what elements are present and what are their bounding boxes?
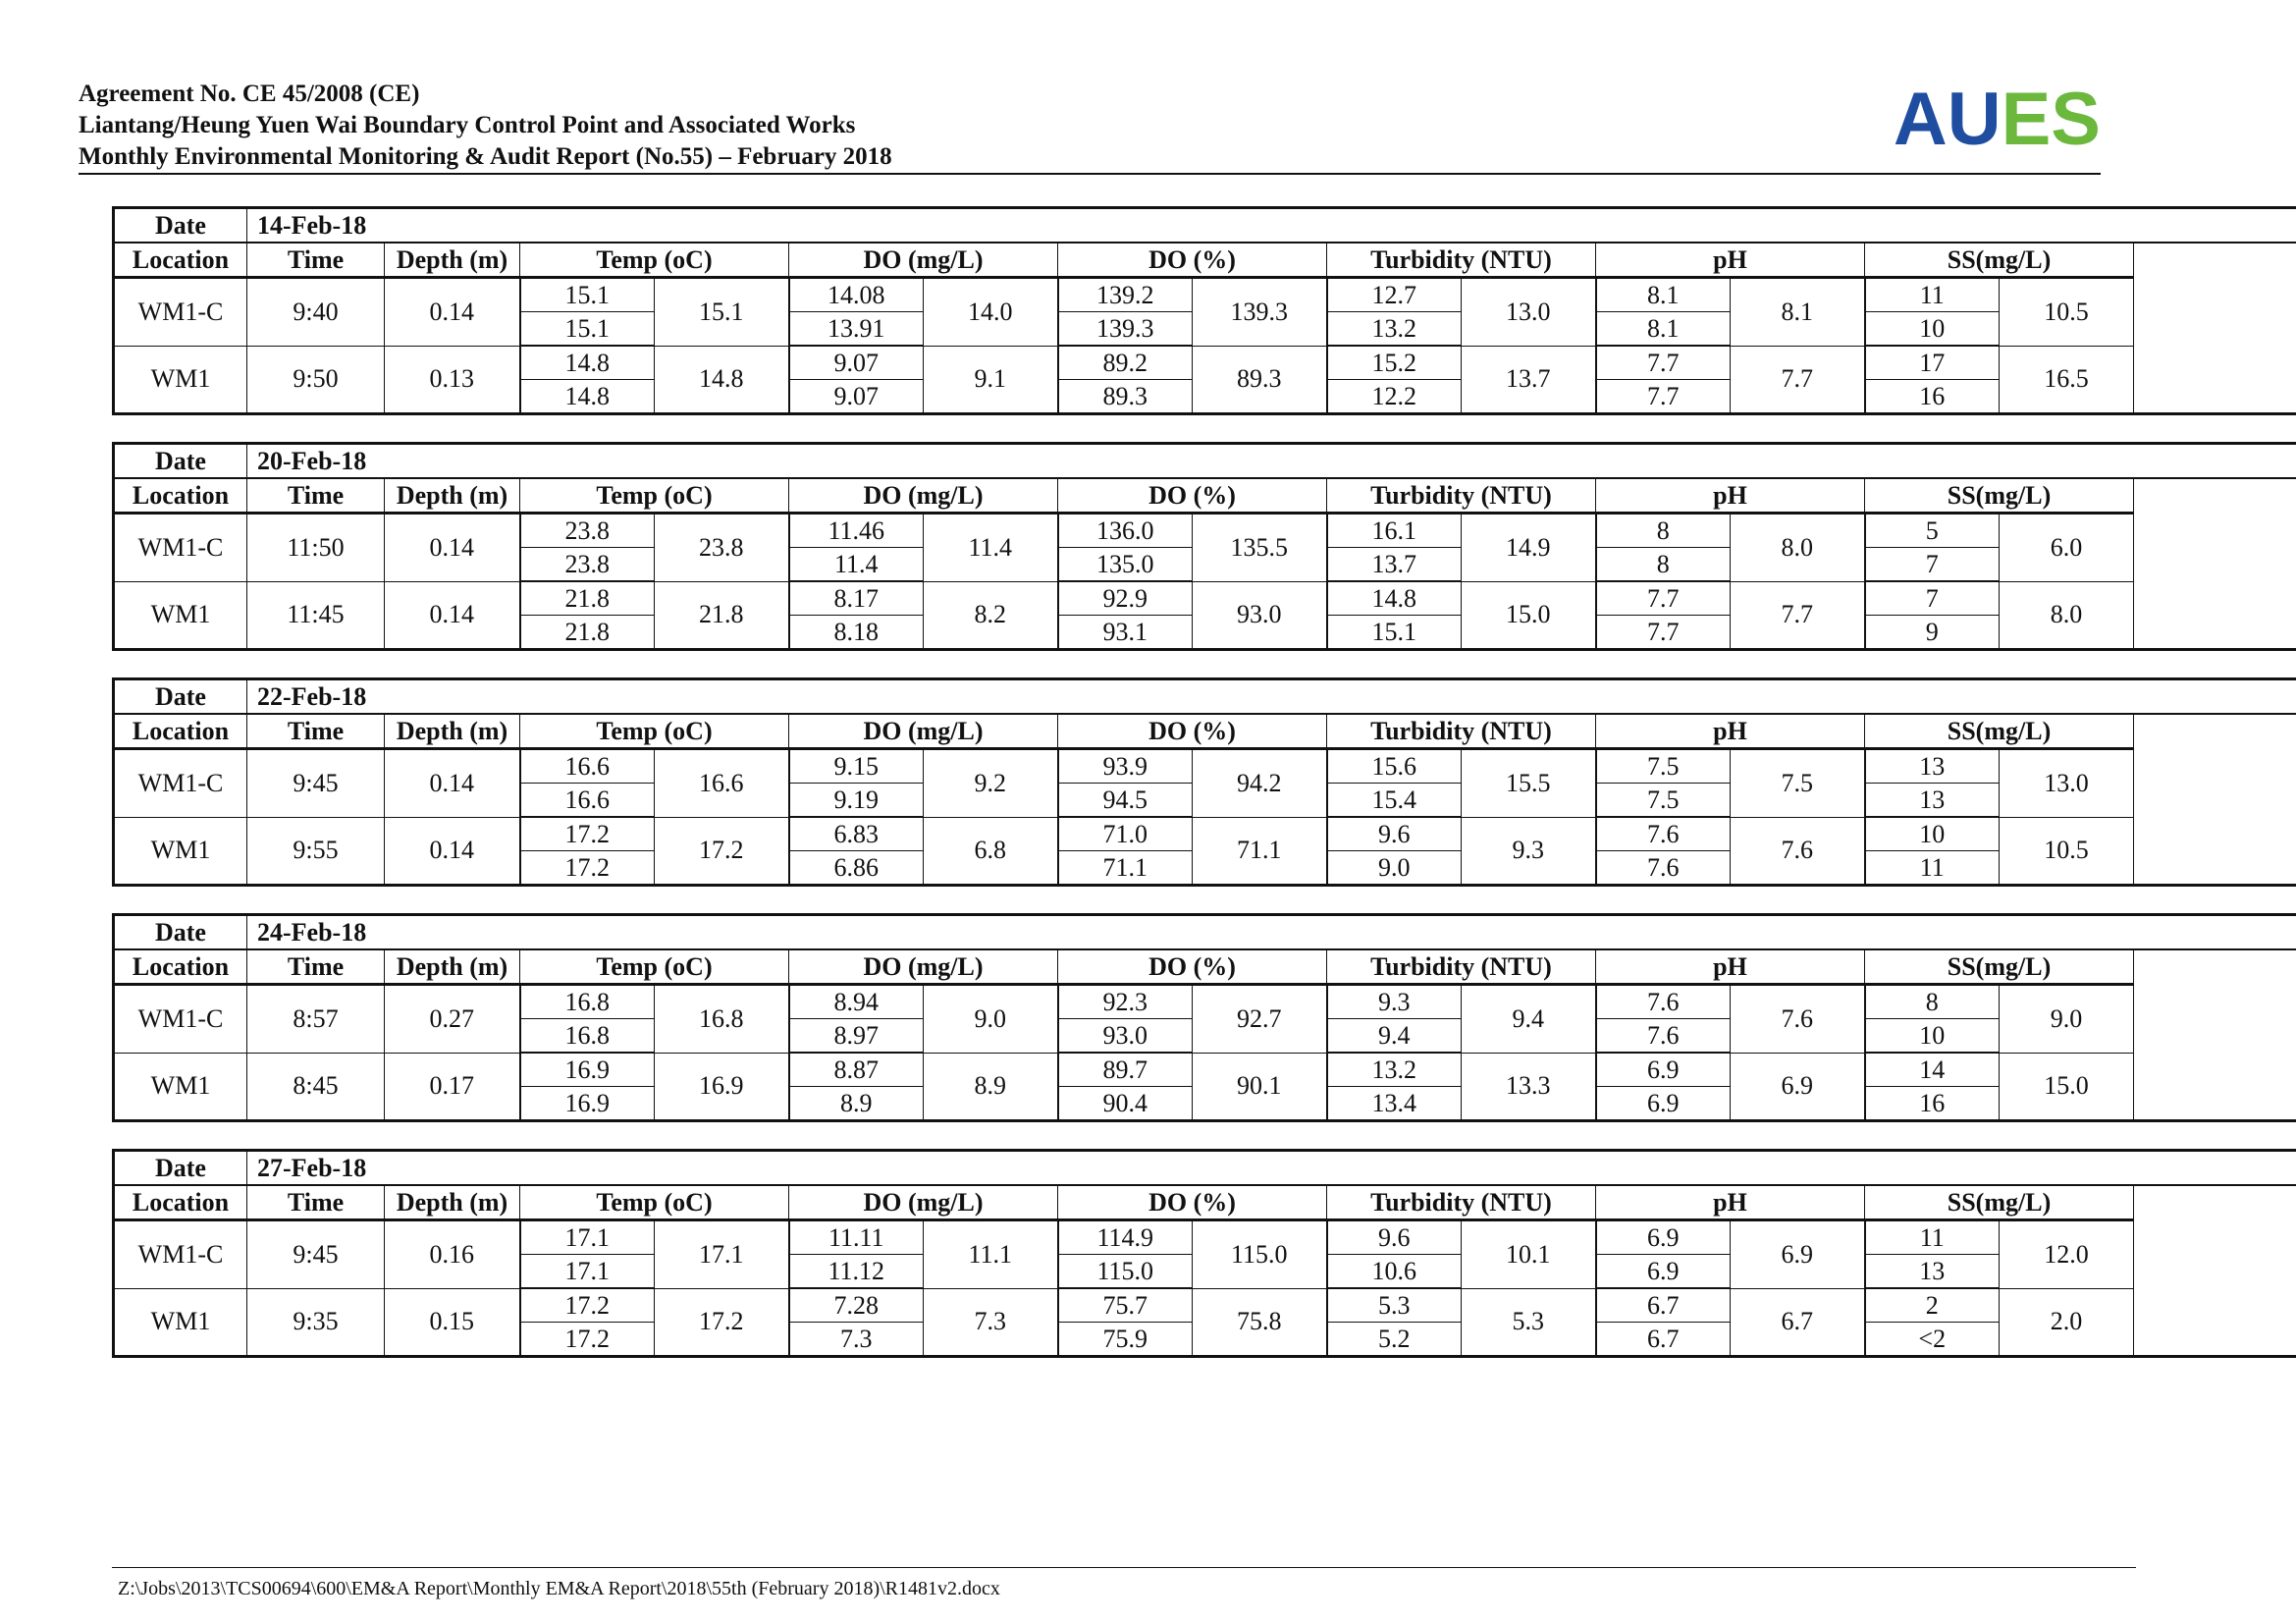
ss-reading-1: 2 xyxy=(1865,1288,2000,1323)
ss-reading-1: 13 xyxy=(1865,749,2000,784)
ph-average: 8.0 xyxy=(1731,514,1865,582)
temp-average: 21.8 xyxy=(655,581,789,650)
location-header: Location xyxy=(114,478,247,514)
ss-header: SS(mg/L) xyxy=(1865,243,2134,278)
do_mgl-reading-2: 8.18 xyxy=(789,616,924,650)
depth-cell: 0.13 xyxy=(385,346,520,414)
ss-reading-1: 7 xyxy=(1865,581,2000,616)
ph-reading-2: 7.7 xyxy=(1596,616,1731,650)
ph-reading-2: 7.5 xyxy=(1596,784,1731,818)
do_pct-reading-2: 115.0 xyxy=(1058,1255,1193,1289)
do_mgl-average: 14.0 xyxy=(924,278,1058,347)
table-row xyxy=(114,749,2296,784)
depth-header: Depth (m) xyxy=(385,243,520,278)
ph-reading-1: 6.9 xyxy=(1596,1220,1731,1255)
footer-divider xyxy=(112,1567,2136,1568)
ss-reading-2: 7 xyxy=(1865,548,2000,582)
do_mgl-reading-2: 9.07 xyxy=(789,380,924,414)
ss-reading-2: 13 xyxy=(1865,784,2000,818)
temp-reading-1: 16.8 xyxy=(520,985,655,1019)
temp-header: Temp (oC) xyxy=(520,1185,789,1220)
table-row xyxy=(114,1053,2296,1087)
do_mgl-average: 9.1 xyxy=(924,346,1058,414)
do_mgl-average: 9.2 xyxy=(924,749,1058,818)
do_mgl-average: 6.8 xyxy=(924,817,1058,886)
report-header xyxy=(79,79,2101,175)
temp-reading-2: 16.9 xyxy=(520,1087,655,1121)
location-cell: WM1-C xyxy=(114,278,247,347)
do_mgl-header: DO (mg/L) xyxy=(789,243,1058,278)
turb-reading-2: 15.1 xyxy=(1327,616,1462,650)
turb-average: 9.3 xyxy=(1462,817,1596,886)
table-row xyxy=(114,1288,2296,1323)
do_pct-header: DO (%) xyxy=(1058,243,1327,278)
do_mgl-reading-1: 14.08 xyxy=(789,278,924,312)
column-header-row xyxy=(114,949,2296,985)
turb-reading-2: 15.4 xyxy=(1327,784,1462,818)
turb-reading-2: 5.2 xyxy=(1327,1323,1462,1357)
date-row xyxy=(114,444,2296,479)
ph-average: 6.9 xyxy=(1731,1053,1865,1121)
ss-reading-1: 11 xyxy=(1865,1220,2000,1255)
turb-average: 13.7 xyxy=(1462,346,1596,414)
ph-reading-1: 8 xyxy=(1596,514,1731,548)
ss-reading-2: 13 xyxy=(1865,1255,2000,1289)
temp-average: 17.1 xyxy=(655,1220,789,1289)
location-cell: WM1 xyxy=(114,346,247,414)
do_mgl-reading-1: 8.17 xyxy=(789,581,924,616)
do_mgl-reading-1: 11.11 xyxy=(789,1220,924,1255)
date-row xyxy=(114,208,2296,244)
ph-average: 6.9 xyxy=(1731,1220,1865,1289)
ss-reading-2: 16 xyxy=(1865,1087,2000,1121)
monitoring-table xyxy=(112,677,2296,887)
do_mgl-reading-2: 8.9 xyxy=(789,1087,924,1121)
ph-average: 7.6 xyxy=(1731,985,1865,1054)
temp-average: 16.6 xyxy=(655,749,789,818)
do_pct-average: 75.8 xyxy=(1193,1288,1327,1357)
location-cell: WM1 xyxy=(114,1053,247,1121)
temp-average: 15.1 xyxy=(655,278,789,347)
ph-header: pH xyxy=(1596,949,1865,985)
ss-average: 16.5 xyxy=(2000,346,2134,414)
do_mgl-reading-1: 9.15 xyxy=(789,749,924,784)
do_pct-reading-1: 136.0 xyxy=(1058,514,1193,548)
column-header-row xyxy=(114,714,2296,749)
depth-cell: 0.27 xyxy=(385,985,520,1054)
temp-header: Temp (oC) xyxy=(520,714,789,749)
table-row xyxy=(114,817,2296,851)
temp-reading-1: 23.8 xyxy=(520,514,655,548)
do_mgl-reading-2: 13.91 xyxy=(789,312,924,347)
column-header-row xyxy=(114,243,2296,278)
temp-reading-2: 21.8 xyxy=(520,616,655,650)
ph-reading-1: 7.6 xyxy=(1596,985,1731,1019)
temp-reading-2: 16.6 xyxy=(520,784,655,818)
turb-reading-1: 14.8 xyxy=(1327,581,1462,616)
do_mgl-average: 8.9 xyxy=(924,1053,1058,1121)
do_pct-average: 93.0 xyxy=(1193,581,1327,650)
do_pct-reading-1: 92.3 xyxy=(1058,985,1193,1019)
time-cell: 11:50 xyxy=(247,514,385,582)
table-row xyxy=(114,346,2296,380)
location-header: Location xyxy=(114,243,247,278)
time-cell: 9:50 xyxy=(247,346,385,414)
date-value: 24-Feb-18 xyxy=(247,915,2296,950)
turb-reading-1: 9.3 xyxy=(1327,985,1462,1019)
temp-reading-2: 17.2 xyxy=(520,851,655,886)
ph-reading-2: 6.9 xyxy=(1596,1087,1731,1121)
depth-cell: 0.14 xyxy=(385,749,520,818)
ss-average: 13.0 xyxy=(2000,749,2134,818)
date-label: Date xyxy=(114,915,247,950)
depth-cell: 0.14 xyxy=(385,581,520,650)
date-row xyxy=(114,1151,2296,1186)
do_pct-reading-2: 75.9 xyxy=(1058,1323,1193,1357)
depth-cell: 0.14 xyxy=(385,514,520,582)
ss-average: 9.0 xyxy=(2000,985,2134,1054)
depth-cell: 0.17 xyxy=(385,1053,520,1121)
date-row xyxy=(114,679,2296,715)
depth-cell: 0.14 xyxy=(385,278,520,347)
temp-reading-1: 16.9 xyxy=(520,1053,655,1087)
do_pct-reading-1: 89.7 xyxy=(1058,1053,1193,1087)
project-title: Liantang/Heung Yuen Wai Boundary Control Point and Associated Works xyxy=(79,112,856,138)
do_mgl-average: 8.2 xyxy=(924,581,1058,650)
turb-reading-2: 13.4 xyxy=(1327,1087,1462,1121)
depth-header: Depth (m) xyxy=(385,714,520,749)
depth-header: Depth (m) xyxy=(385,949,520,985)
ss-reading-2: <2 xyxy=(1865,1323,2000,1357)
time-header: Time xyxy=(247,478,385,514)
ph-average: 8.1 xyxy=(1731,278,1865,347)
table-row xyxy=(114,1220,2296,1255)
do_pct-reading-1: 71.0 xyxy=(1058,817,1193,851)
date-value: 14-Feb-18 xyxy=(247,208,2296,244)
do_mgl-header: DO (mg/L) xyxy=(789,1185,1058,1220)
depth-header: Depth (m) xyxy=(385,1185,520,1220)
time-cell: 11:45 xyxy=(247,581,385,650)
date-row xyxy=(114,915,2296,950)
ss-reading-2: 10 xyxy=(1865,312,2000,347)
do_mgl-reading-1: 8.87 xyxy=(789,1053,924,1087)
column-header-row xyxy=(114,478,2296,514)
do_pct-average: 71.1 xyxy=(1193,817,1327,886)
location-cell: WM1-C xyxy=(114,749,247,818)
turb-header: Turbidity (NTU) xyxy=(1327,949,1596,985)
ph-reading-2: 7.6 xyxy=(1596,851,1731,886)
ss-average: 12.0 xyxy=(2000,1220,2134,1289)
date-value: 20-Feb-18 xyxy=(247,444,2296,479)
temp-reading-2: 15.1 xyxy=(520,312,655,347)
do_pct-header: DO (%) xyxy=(1058,478,1327,514)
temp-reading-2: 17.1 xyxy=(520,1255,655,1289)
table-row xyxy=(114,514,2296,548)
ss-reading-2: 9 xyxy=(1865,616,2000,650)
temp-average: 17.2 xyxy=(655,817,789,886)
do_mgl-reading-1: 8.94 xyxy=(789,985,924,1019)
temp-reading-1: 17.1 xyxy=(520,1220,655,1255)
turb-reading-1: 15.2 xyxy=(1327,346,1462,380)
do_pct-average: 115.0 xyxy=(1193,1220,1327,1289)
location-header: Location xyxy=(114,1185,247,1220)
date-label: Date xyxy=(114,1151,247,1186)
ss-reading-1: 10 xyxy=(1865,817,2000,851)
turb-reading-2: 12.2 xyxy=(1327,380,1462,414)
do_pct-average: 92.7 xyxy=(1193,985,1327,1054)
time-cell: 8:57 xyxy=(247,985,385,1054)
temp-average: 23.8 xyxy=(655,514,789,582)
do_mgl-reading-2: 11.12 xyxy=(789,1255,924,1289)
monitoring-table xyxy=(112,1149,2296,1358)
ss-reading-2: 10 xyxy=(1865,1019,2000,1054)
do_pct-reading-1: 114.9 xyxy=(1058,1220,1193,1255)
temp-reading-2: 23.8 xyxy=(520,548,655,582)
temp-average: 16.8 xyxy=(655,985,789,1054)
depth-header: Depth (m) xyxy=(385,478,520,514)
time-cell: 9:40 xyxy=(247,278,385,347)
monitoring-table xyxy=(112,913,2296,1122)
ph-average: 7.7 xyxy=(1731,346,1865,414)
do_pct-reading-1: 92.9 xyxy=(1058,581,1193,616)
ph-reading-2: 8.1 xyxy=(1596,312,1731,347)
ss-reading-1: 8 xyxy=(1865,985,2000,1019)
do_mgl-header: DO (mg/L) xyxy=(789,478,1058,514)
depth-cell: 0.15 xyxy=(385,1288,520,1357)
turb-average: 10.1 xyxy=(1462,1220,1596,1289)
table-row xyxy=(114,581,2296,616)
ph-average: 7.5 xyxy=(1731,749,1865,818)
turb-header: Turbidity (NTU) xyxy=(1327,714,1596,749)
do_mgl-header: DO (mg/L) xyxy=(789,949,1058,985)
ph-average: 7.6 xyxy=(1731,817,1865,886)
do_mgl-reading-1: 11.46 xyxy=(789,514,924,548)
location-cell: WM1 xyxy=(114,1288,247,1357)
ss-average: 10.5 xyxy=(2000,278,2134,347)
turb-reading-1: 9.6 xyxy=(1327,817,1462,851)
ss-header: SS(mg/L) xyxy=(1865,714,2134,749)
monitoring-table xyxy=(112,442,2296,651)
temp-average: 14.8 xyxy=(655,346,789,414)
temp-header: Temp (oC) xyxy=(520,478,789,514)
temp-reading-2: 17.2 xyxy=(520,1323,655,1357)
temp-reading-1: 14.8 xyxy=(520,346,655,380)
temp-average: 17.2 xyxy=(655,1288,789,1357)
do_mgl-reading-2: 7.3 xyxy=(789,1323,924,1357)
ph-reading-1: 8.1 xyxy=(1596,278,1731,312)
time-header: Time xyxy=(247,243,385,278)
ss-reading-1: 5 xyxy=(1865,514,2000,548)
location-header: Location xyxy=(114,714,247,749)
do_mgl-reading-1: 7.28 xyxy=(789,1288,924,1323)
ph-header: pH xyxy=(1596,714,1865,749)
ss-header: SS(mg/L) xyxy=(1865,478,2134,514)
do_pct-reading-2: 90.4 xyxy=(1058,1087,1193,1121)
do_mgl-average: 11.4 xyxy=(924,514,1058,582)
depth-cell: 0.14 xyxy=(385,817,520,886)
ss-average: 10.5 xyxy=(2000,817,2134,886)
do_mgl-reading-1: 6.83 xyxy=(789,817,924,851)
do_pct-average: 89.3 xyxy=(1193,346,1327,414)
location-cell: WM1-C xyxy=(114,985,247,1054)
column-header-row xyxy=(114,1185,2296,1220)
ph-reading-1: 7.7 xyxy=(1596,581,1731,616)
ss-header: SS(mg/L) xyxy=(1865,1185,2134,1220)
report-title: Monthly Environmental Monitoring & Audit Report (No.55) – February 2018 xyxy=(79,143,892,170)
ss-average: 6.0 xyxy=(2000,514,2134,582)
location-cell: WM1 xyxy=(114,581,247,650)
time-cell: 9:45 xyxy=(247,1220,385,1289)
date-label: Date xyxy=(114,444,247,479)
turb-average: 13.0 xyxy=(1462,278,1596,347)
temp-header: Temp (oC) xyxy=(520,243,789,278)
do_mgl-average: 9.0 xyxy=(924,985,1058,1054)
location-cell: WM1-C xyxy=(114,514,247,582)
do_mgl-reading-1: 9.07 xyxy=(789,346,924,380)
do_mgl-average: 7.3 xyxy=(924,1288,1058,1357)
ph-reading-2: 6.9 xyxy=(1596,1255,1731,1289)
do_pct-header: DO (%) xyxy=(1058,1185,1327,1220)
turb-reading-1: 13.2 xyxy=(1327,1053,1462,1087)
turb-header: Turbidity (NTU) xyxy=(1327,243,1596,278)
ss-reading-2: 16 xyxy=(1865,380,2000,414)
date-label: Date xyxy=(114,679,247,715)
monitoring-table xyxy=(112,206,2296,415)
turb-reading-2: 13.7 xyxy=(1327,548,1462,582)
ss-average: 15.0 xyxy=(2000,1053,2134,1121)
turb-reading-1: 16.1 xyxy=(1327,514,1462,548)
do_pct-reading-2: 71.1 xyxy=(1058,851,1193,886)
do_mgl-reading-2: 6.86 xyxy=(789,851,924,886)
ph-reading-2: 8 xyxy=(1596,548,1731,582)
turb-reading-2: 9.0 xyxy=(1327,851,1462,886)
time-cell: 8:45 xyxy=(247,1053,385,1121)
do_pct-reading-2: 135.0 xyxy=(1058,548,1193,582)
temp-reading-2: 16.8 xyxy=(520,1019,655,1054)
location-cell: WM1 xyxy=(114,817,247,886)
turb-header: Turbidity (NTU) xyxy=(1327,478,1596,514)
logo-part-au: AU xyxy=(1893,78,2002,161)
do_pct-reading-1: 139.2 xyxy=(1058,278,1193,312)
do_pct-reading-1: 75.7 xyxy=(1058,1288,1193,1323)
turb-average: 9.4 xyxy=(1462,985,1596,1054)
turb-reading-2: 10.6 xyxy=(1327,1255,1462,1289)
ss-reading-1: 11 xyxy=(1865,278,2000,312)
time-header: Time xyxy=(247,949,385,985)
do_pct-header: DO (%) xyxy=(1058,949,1327,985)
do_pct-reading-2: 89.3 xyxy=(1058,380,1193,414)
temp-reading-1: 15.1 xyxy=(520,278,655,312)
date-value: 22-Feb-18 xyxy=(247,679,2296,715)
temp-average: 16.9 xyxy=(655,1053,789,1121)
do_mgl-average: 11.1 xyxy=(924,1220,1058,1289)
do_pct-reading-2: 94.5 xyxy=(1058,784,1193,818)
ph-reading-1: 7.5 xyxy=(1596,749,1731,784)
ph-reading-1: 6.9 xyxy=(1596,1053,1731,1087)
agreement-number: Agreement No. CE 45/2008 (CE) xyxy=(79,81,420,107)
ph-header: pH xyxy=(1596,243,1865,278)
turb-average: 14.9 xyxy=(1462,514,1596,582)
ph-reading-2: 7.6 xyxy=(1596,1019,1731,1054)
depth-cell: 0.16 xyxy=(385,1220,520,1289)
time-cell: 9:35 xyxy=(247,1288,385,1357)
logo-part-es: ES xyxy=(2001,78,2101,161)
ph-reading-2: 6.7 xyxy=(1596,1323,1731,1357)
do_pct-average: 139.3 xyxy=(1193,278,1327,347)
do_pct-average: 94.2 xyxy=(1193,749,1327,818)
do_mgl-reading-2: 8.97 xyxy=(789,1019,924,1054)
do_pct-header: DO (%) xyxy=(1058,714,1327,749)
date-value: 27-Feb-18 xyxy=(247,1151,2296,1186)
date-label: Date xyxy=(114,208,247,244)
ss-reading-1: 14 xyxy=(1865,1053,2000,1087)
temp-reading-2: 14.8 xyxy=(520,380,655,414)
ph-header: pH xyxy=(1596,478,1865,514)
ph-average: 7.7 xyxy=(1731,581,1865,650)
ph-header: pH xyxy=(1596,1185,1865,1220)
ss-average: 8.0 xyxy=(2000,581,2134,650)
table-row xyxy=(114,985,2296,1019)
temp-reading-1: 21.8 xyxy=(520,581,655,616)
time-header: Time xyxy=(247,714,385,749)
turb-reading-2: 9.4 xyxy=(1327,1019,1462,1054)
table-row xyxy=(114,278,2296,312)
do_pct-reading-1: 89.2 xyxy=(1058,346,1193,380)
time-header: Time xyxy=(247,1185,385,1220)
ph-reading-1: 6.7 xyxy=(1596,1288,1731,1323)
location-header: Location xyxy=(114,949,247,985)
turb-header: Turbidity (NTU) xyxy=(1327,1185,1596,1220)
do_pct-reading-2: 93.1 xyxy=(1058,616,1193,650)
turb-average: 15.5 xyxy=(1462,749,1596,818)
ss-header: SS(mg/L) xyxy=(1865,949,2134,985)
do_pct-average: 90.1 xyxy=(1193,1053,1327,1121)
temp-reading-1: 17.2 xyxy=(520,817,655,851)
ph-reading-1: 7.7 xyxy=(1596,346,1731,380)
do_mgl-reading-2: 9.19 xyxy=(789,784,924,818)
do_pct-reading-1: 93.9 xyxy=(1058,749,1193,784)
turb-reading-1: 12.7 xyxy=(1327,278,1462,312)
ss-average: 2.0 xyxy=(2000,1288,2134,1357)
turb-reading-1: 15.6 xyxy=(1327,749,1462,784)
ss-reading-1: 17 xyxy=(1865,346,2000,380)
temp-reading-1: 17.2 xyxy=(520,1288,655,1323)
turb-reading-2: 13.2 xyxy=(1327,312,1462,347)
turb-average: 15.0 xyxy=(1462,581,1596,650)
do_mgl-header: DO (mg/L) xyxy=(789,714,1058,749)
time-cell: 9:55 xyxy=(247,817,385,886)
location-cell: WM1-C xyxy=(114,1220,247,1289)
ph-reading-1: 7.6 xyxy=(1596,817,1731,851)
temp-reading-1: 16.6 xyxy=(520,749,655,784)
turb-reading-1: 5.3 xyxy=(1327,1288,1462,1323)
time-cell: 9:45 xyxy=(247,749,385,818)
do_pct-average: 135.5 xyxy=(1193,514,1327,582)
do_pct-reading-2: 139.3 xyxy=(1058,312,1193,347)
ph-average: 6.7 xyxy=(1731,1288,1865,1357)
turb-reading-1: 9.6 xyxy=(1327,1220,1462,1255)
aues-logo xyxy=(1893,78,2101,161)
do_pct-reading-2: 93.0 xyxy=(1058,1019,1193,1054)
ss-reading-2: 11 xyxy=(1865,851,2000,886)
turb-average: 5.3 xyxy=(1462,1288,1596,1357)
do_mgl-reading-2: 11.4 xyxy=(789,548,924,582)
file-path-footer: Z:\Jobs\2013\TCS00694\600\EM&A Report\Monthly EM&A Report\2018\55th (February 2018)\R1481v2.docx xyxy=(118,1578,1000,1599)
ph-reading-2: 7.7 xyxy=(1596,380,1731,414)
turb-average: 13.3 xyxy=(1462,1053,1596,1121)
temp-header: Temp (oC) xyxy=(520,949,789,985)
